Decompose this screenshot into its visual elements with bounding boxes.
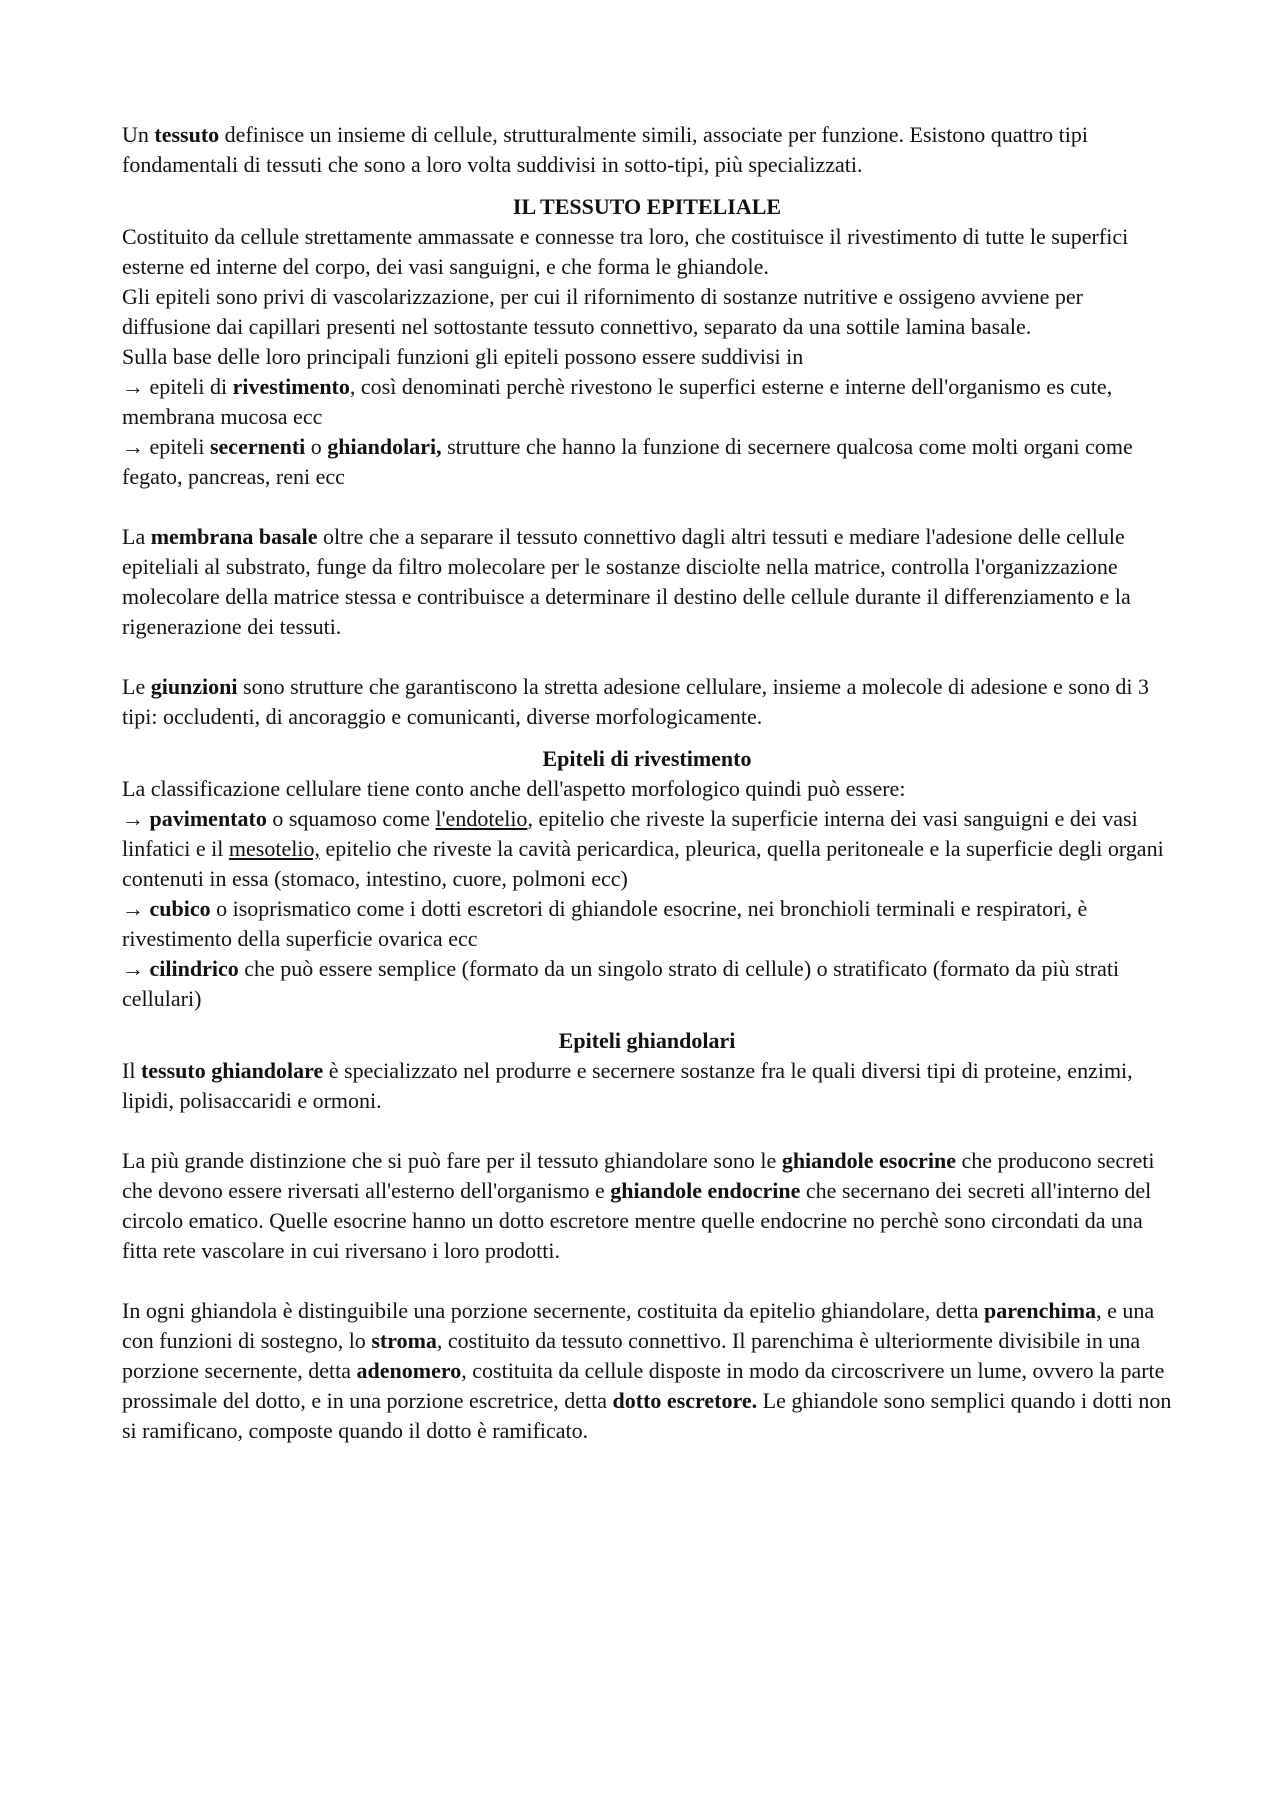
rivestimento-paragraph: La classificazione cellulare tiene conto anche dell'aspetto morfologico quindi può essere: xyxy=(122,776,906,801)
text: sono strutture che garantiscono la stretta adesione cellulare, insieme a molecole di adesione e sono di 3 tipi: occludenti, di ancoraggio e comunicanti, diverse morfologicamente. xyxy=(122,674,1149,729)
epitelio-paragraph-2: Gli epiteli sono privi di vascolarizzazione, per cui il rifornimento di sostanze nutritive e ossigeno avviene per diffusione dai capillari presenti nel sottostante tessuto connettivo, separato da una sottile lamina basale. xyxy=(122,284,1083,339)
text: La xyxy=(122,524,151,549)
term-membrana-basale: membrana basale xyxy=(150,524,318,549)
text: , e una con funzioni di sostegno, lo xyxy=(122,1298,1155,1353)
text: oltre che a separare il tessuto connettivo dagli altri tessuti e mediare l'adesione delle cellule epiteliali al substrato, funge da filtro molecolare per le sostanze disciolte nella matrice, controlla l'organizzazione molecolare della matrice stessa e contribuisce a determinare il destino delle cellule durante il differenziamento e la rigenerazione dei tessuti. xyxy=(122,524,1131,639)
term-adenomero: adenomero xyxy=(356,1358,462,1383)
text: è specializzato nel produrre e secernere sostanze fra le quali diversi tipi di proteine, enzimi, lipidi, polisaccaridi e ormoni. xyxy=(122,1058,1133,1113)
term-parenchima: parenchima xyxy=(984,1298,1097,1323)
term-dotto-escretore: dotto escretore. xyxy=(612,1388,758,1413)
epitelio-paragraph-3: Sulla base delle loro principali funzioni gli epiteli possono essere suddivisi in xyxy=(122,344,804,369)
text: , epitelio che riveste la superficie interna dei vasi sanguigni e dei vasi linfatici e il xyxy=(122,806,1138,861)
text: → xyxy=(122,806,150,831)
text: epitelio che riveste la cavità pericardica, pleurica, quella peritoneale e la superficie degli organi contenuti in essa (stomaco, intestino, cuore, polmoni ecc) xyxy=(122,836,1164,891)
text: Le ghiandole sono semplici quando i dotti non si ramificano, composte quando il dotto è ramificato. xyxy=(122,1388,1172,1443)
heading-epiteli-ghiandolari: Epiteli ghiandolari xyxy=(558,1028,736,1053)
term-cilindrico: cilindrico xyxy=(149,956,239,981)
text: Le xyxy=(122,674,151,699)
text: In ogni ghiandola è distinguibile una porzione secernente, costituita da epitelio ghiandolare, detta xyxy=(122,1298,985,1323)
term-mesotelio: mesotelio, xyxy=(228,836,320,861)
text: , così denominati perchè rivestono le superfici esterne e interne dell'organismo es cute, membrana mucosa ecc xyxy=(122,374,1113,429)
ghiandolare-paragraph-3 xyxy=(122,1296,1172,1446)
text: o xyxy=(305,434,328,459)
heading-tessuto-epiteliale: IL TESSUTO EPITELIALE xyxy=(512,194,782,219)
text: Un xyxy=(122,122,155,147)
text: o squamoso come xyxy=(266,806,436,831)
text: definisce un insieme di cellule, strutturalmente simili, associate per funzione. Esistono quattro tipi fondamentali di tessuti che sono a loro volta suddivisi in sotto-tipi, più specializzati. xyxy=(122,122,1088,177)
term-stroma: stroma xyxy=(371,1328,437,1353)
text: → xyxy=(122,956,150,981)
text: Il xyxy=(122,1058,141,1083)
list-item-cilindrico xyxy=(122,954,1172,1014)
text: che può essere semplice (formato da un singolo strato di cellule) o stratificato (formato da più strati cellulari) xyxy=(122,956,1120,1011)
text: o isoprismatico come i dotti escretori di ghiandole esocrine, nei bronchioli terminali e respiratori, è rivestimento della superficie ovarica ecc xyxy=(122,896,1088,951)
text: , costituito da tessuto connettivo. Il parenchima è ulteriormente divisibile in una porzione secernente, detta xyxy=(122,1328,1141,1383)
term-giunzioni: giunzioni xyxy=(150,674,238,699)
text: che producono secreti che devono essere riversati all'esterno dell'organismo e xyxy=(122,1148,1155,1203)
term-ghiandole-esocrine: ghiandole esocrine xyxy=(781,1148,956,1173)
list-item-secernenti xyxy=(122,432,1172,492)
membrana-basale-paragraph xyxy=(122,522,1172,642)
term-endotelio: l'endotelio xyxy=(435,806,528,831)
term-ghiandole-endocrine: ghiandole endocrine xyxy=(610,1178,801,1203)
text: → xyxy=(122,896,150,921)
list-item-cubico xyxy=(122,894,1172,954)
ghiandolare-paragraph-1 xyxy=(122,1056,1172,1116)
list-item-pavimentato xyxy=(122,804,1172,894)
term-secernenti: secernenti xyxy=(209,434,306,459)
text: La più grande distinzione che si può fare per il tessuto ghiandolare sono le xyxy=(122,1148,782,1173)
term-tessuto: tessuto xyxy=(154,122,220,147)
text: , costituita da cellule disposte in modo da circoscrivere un lume, ovvero la parte prossimale del dotto, e in una porzione escretrice, detta xyxy=(122,1358,1165,1413)
list-item-rivestimento xyxy=(122,372,1172,432)
term-rivestimento: rivestimento xyxy=(232,374,350,399)
epitelio-paragraph-1: Costituito da cellule strettamente ammassate e connesse tra loro, che costituisce il rivestimento di tutte le superfici esterne ed interne del corpo, dei vasi sanguigni, e che forma le ghiandole. xyxy=(122,224,1129,279)
term-pavimentato: pavimentato xyxy=(149,806,267,831)
document-page xyxy=(122,120,1172,1446)
giunzioni-paragraph xyxy=(122,672,1172,732)
heading-epiteli-rivestimento: Epiteli di rivestimento xyxy=(542,746,752,771)
term-cubico: cubico xyxy=(149,896,211,921)
text: → epiteli xyxy=(122,434,210,459)
term-tessuto-ghiandolare: tessuto ghiandolare xyxy=(140,1058,324,1083)
ghiandolare-paragraph-2 xyxy=(122,1146,1172,1266)
term-ghiandolari: ghiandolari, xyxy=(327,434,442,459)
text: strutture che hanno la funzione di secernere qualcosa come molti organi come fegato, pancreas, reni ecc xyxy=(122,434,1133,489)
text: che secernano dei secreti all'interno del circolo ematico. Quelle esocrine hanno un dotto escretore mentre quelle endocrine no perchè sono circondati da una fitta rete vascolare in cui riversano i loro prodotti. xyxy=(122,1178,1152,1263)
intro-paragraph xyxy=(122,120,1172,180)
text: → epiteli di xyxy=(122,374,233,399)
